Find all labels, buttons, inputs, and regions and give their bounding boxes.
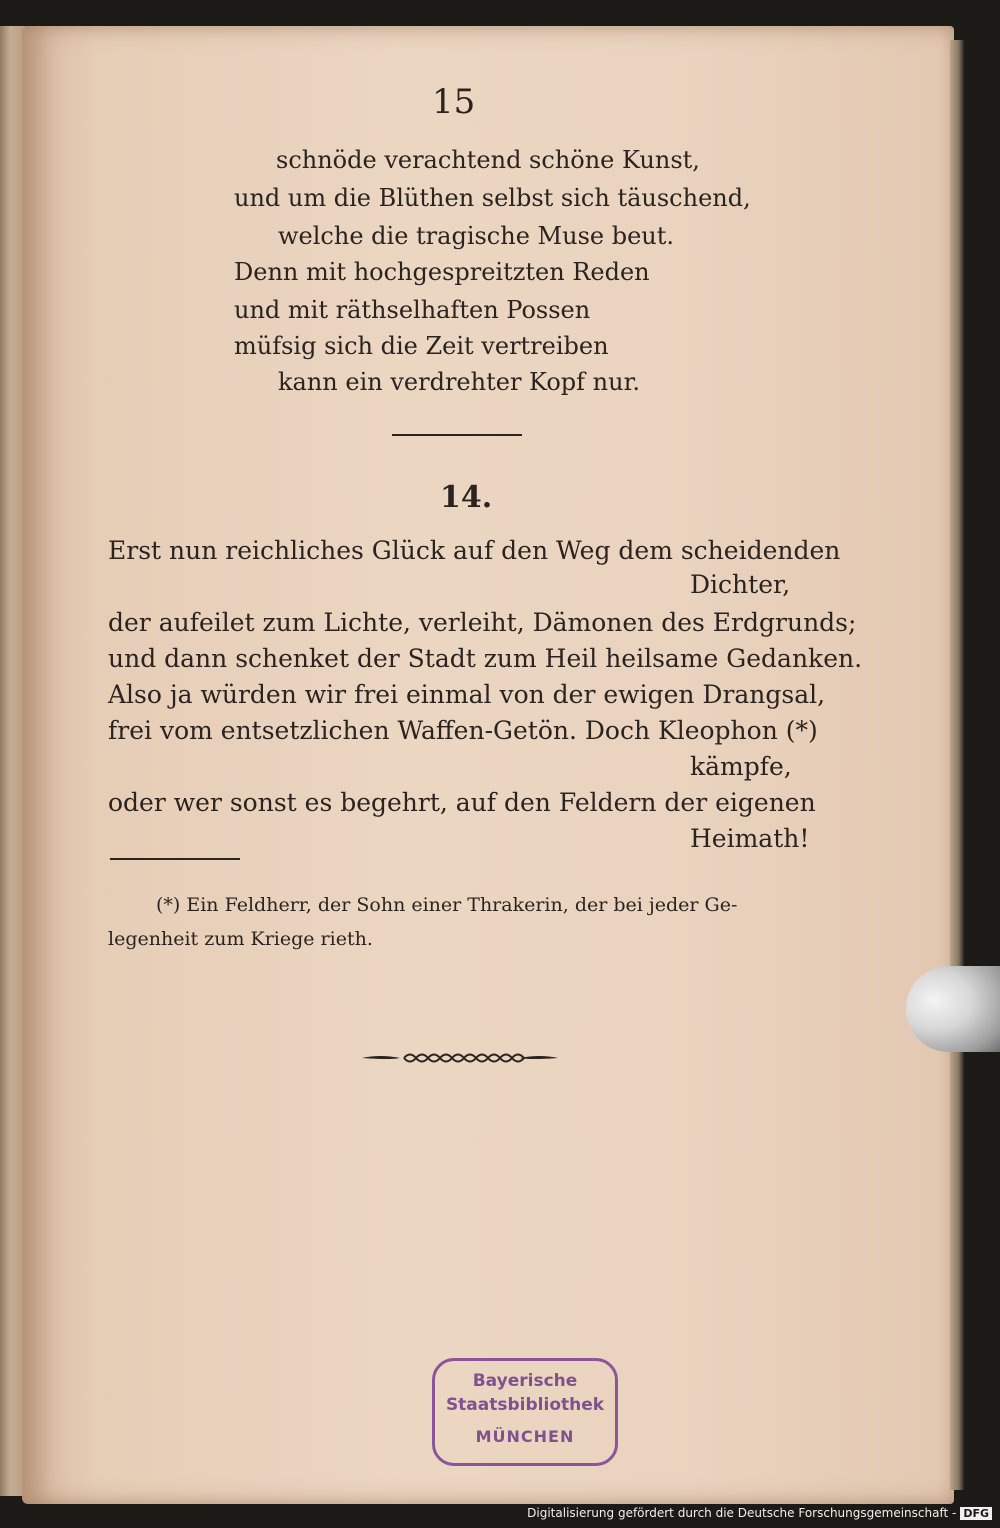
verse-line: kämpfe,: [690, 752, 792, 781]
stamp-line: Bayerische: [472, 1371, 578, 1391]
footnote-line: legenheit zum Kriege rieth.: [108, 928, 373, 950]
poem-line: welche die tragische Muse beut.: [278, 222, 675, 250]
digitization-credit: [527, 1506, 992, 1524]
ornament-flourish: [360, 1046, 560, 1070]
poem-line: schnöde verachtend schöne Kunst,: [276, 146, 700, 174]
verse-line: Erst nun reichliches Glück auf den Weg dem scheidenden: [108, 536, 841, 565]
page-edge: [950, 40, 964, 1490]
verse-line: frei vom entsetzlichen Waffen-Getön. Doch Kleophon (*): [108, 716, 818, 745]
stamp-line: MÜNCHEN: [475, 1427, 575, 1446]
poem-line: kann ein verdrehter Kopf nur.: [278, 368, 641, 396]
verse-line: und dann schenket der Stadt zum Heil heilsame Gedanken.: [108, 644, 863, 673]
section-number: 14.: [440, 480, 493, 515]
poem-line: Denn mit hochgespreitzten Reden: [234, 258, 650, 286]
verse-line: Heimath!: [690, 824, 810, 853]
poem-line: und um die Blüthen selbst sich täuschend,: [234, 184, 751, 212]
verse-line: der aufeilet zum Lichte, verleiht, Dämonen des Erdgrunds;: [108, 608, 857, 637]
footnote-line: (*) Ein Feldherr, der Sohn einer Thrakerin, der bei jeder Ge-: [156, 894, 738, 916]
verse-line: Dichter,: [690, 570, 791, 599]
section-divider: [392, 434, 522, 436]
credit-text: Digitalisierung gefördert durch die Deutsche Forschungsgemeinschaft -: [527, 1506, 957, 1520]
stamp-line: Staatsbibliothek: [445, 1395, 605, 1415]
page-number: 15: [432, 82, 476, 122]
poem-line: müfsig sich die Zeit vertreiben: [234, 332, 609, 360]
verse-line: oder wer sonst es begehrt, auf den Feldern der eigenen: [108, 788, 816, 817]
verse-line: Also ja würden wir frei einmal von der ewigen Drangsal,: [108, 680, 826, 709]
footnote-rule: [110, 858, 240, 860]
page-clip: [906, 966, 1000, 1052]
dfg-logo: DFG: [960, 1507, 992, 1520]
poem-line: und mit räthselhaften Possen: [234, 296, 591, 324]
library-stamp: [432, 1358, 618, 1466]
